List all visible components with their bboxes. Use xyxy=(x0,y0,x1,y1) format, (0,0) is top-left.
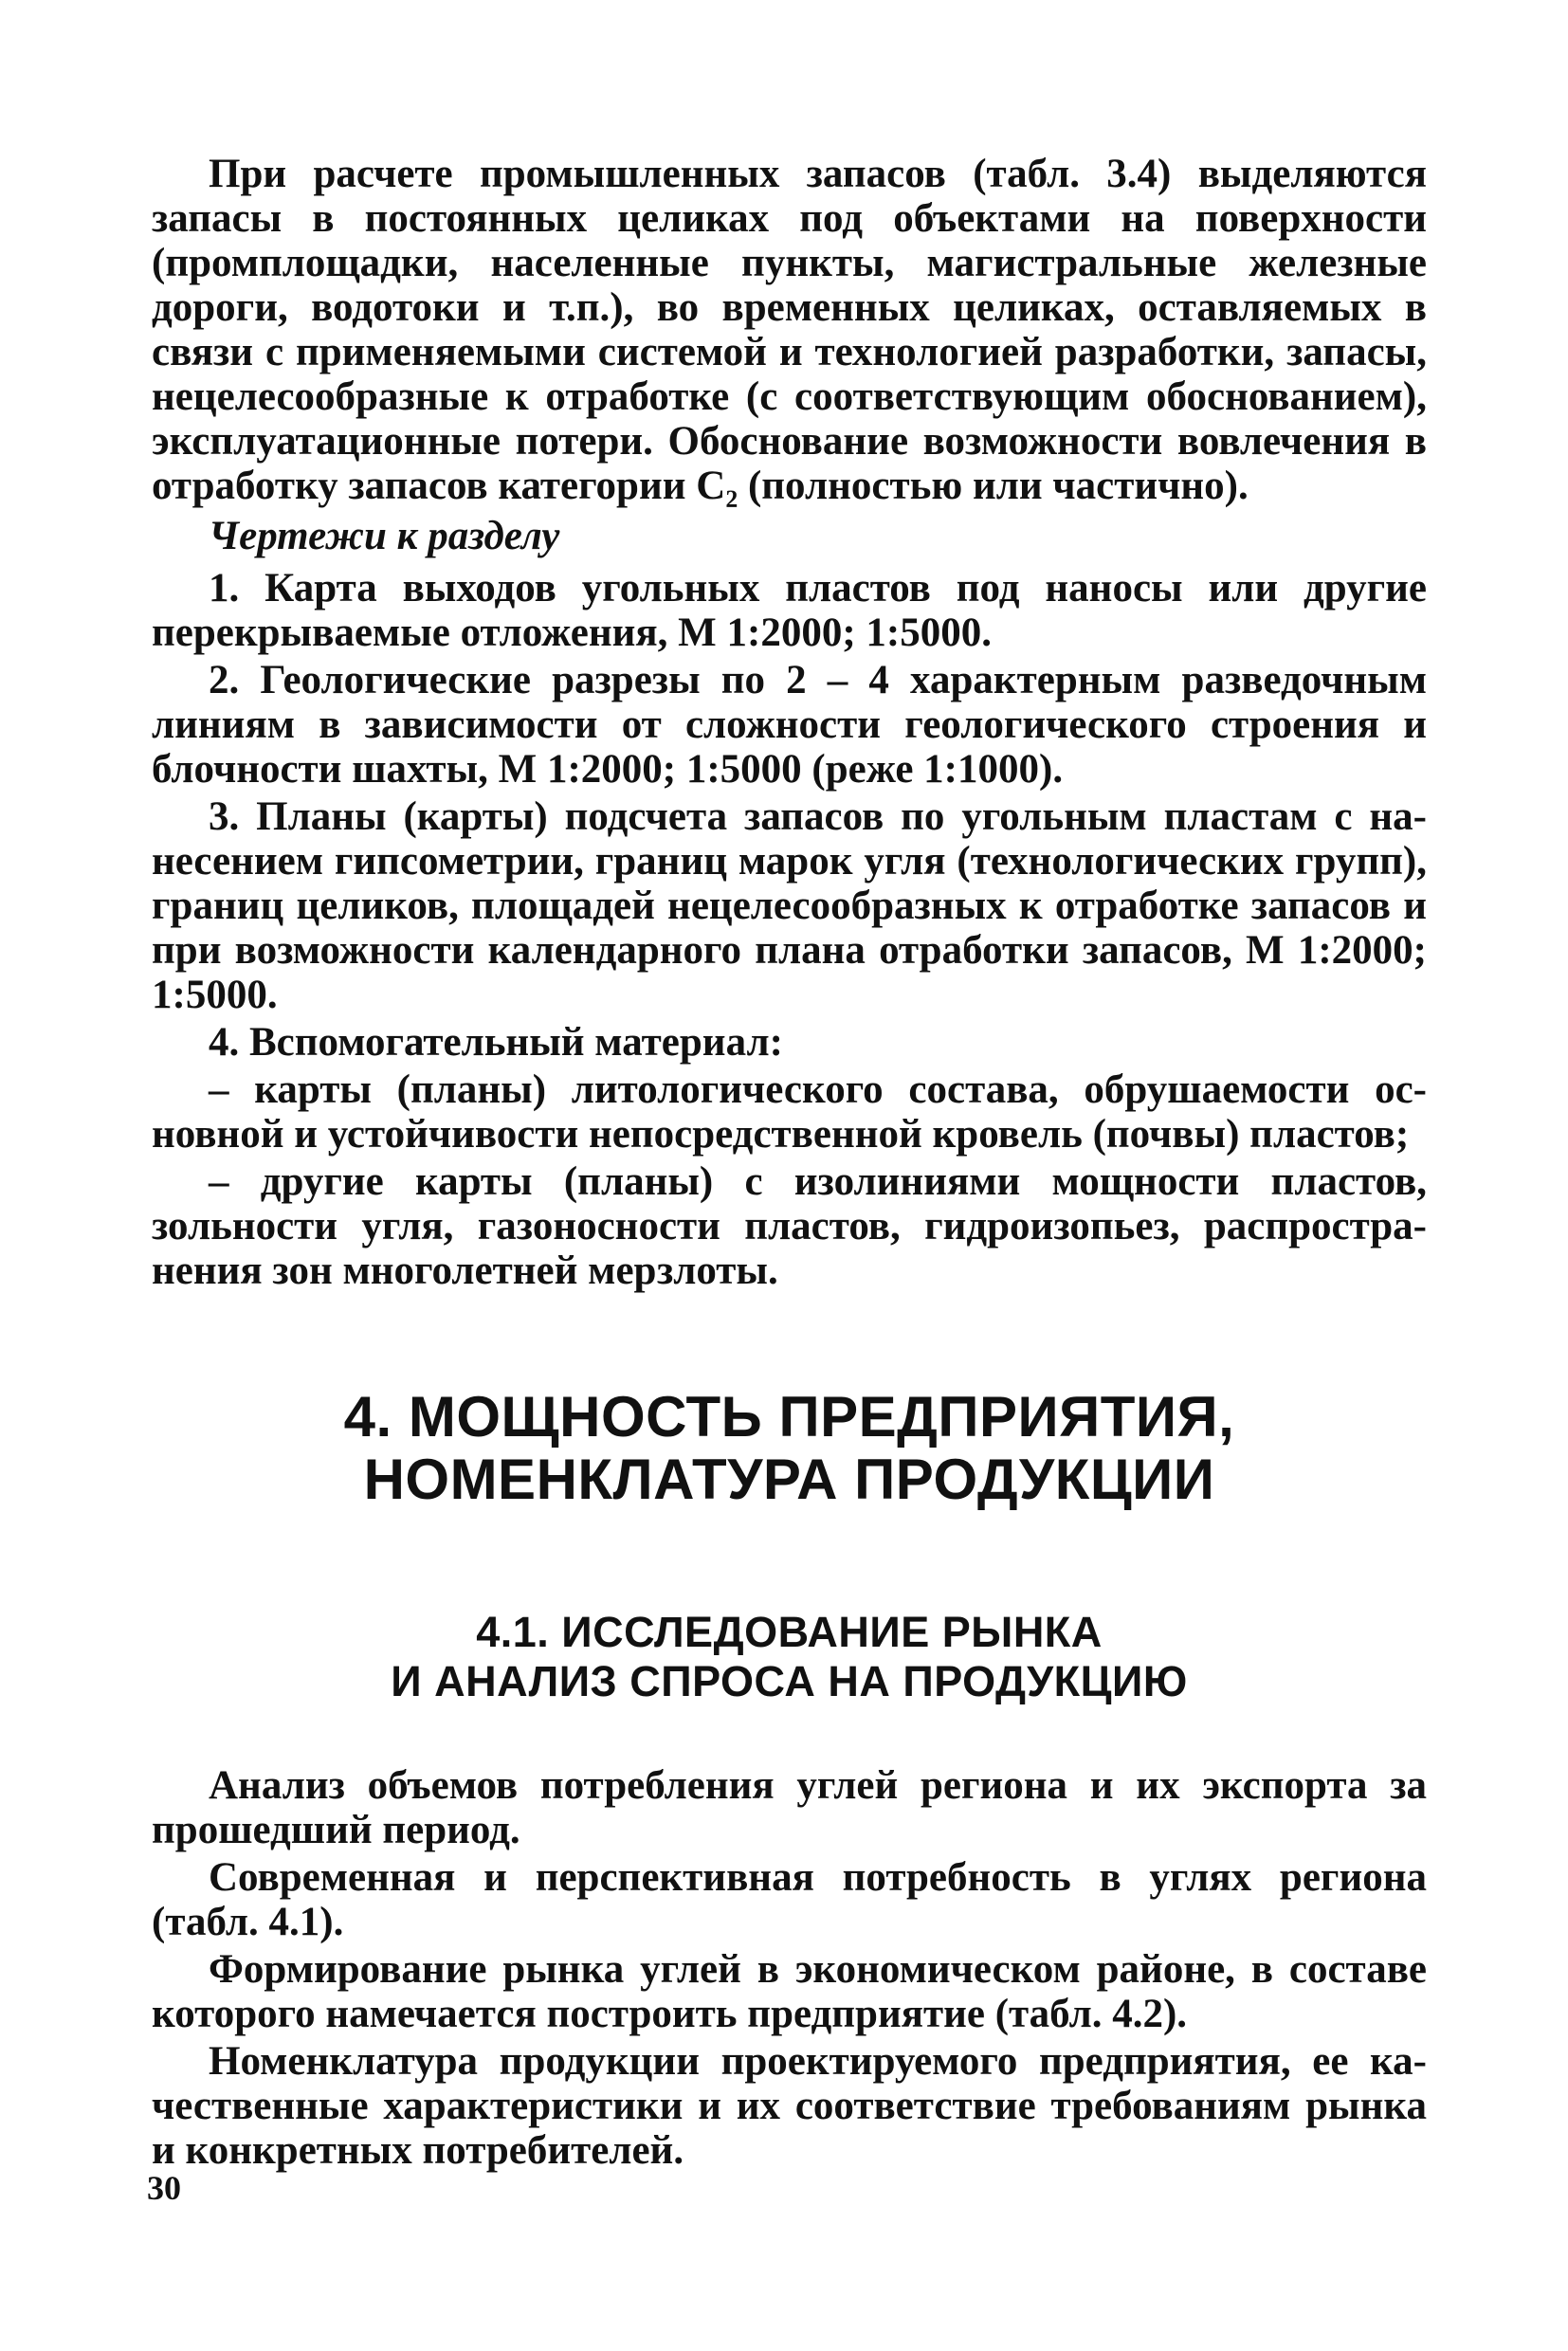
chapter-title-line-2: НОМЕНКЛАТУРА ПРОДУКЦИИ xyxy=(363,1448,1215,1511)
section-paragraph-4: Номенклатура продукции проектируемого предприятия, ее качественные характеристики и их соответствие требованиям рынка и конкретных потребителей. xyxy=(152,2039,1427,2173)
section-title-line-2: И АНАЛИЗ СПРОСА НА ПРОДУКЦИЮ xyxy=(391,1657,1188,1705)
page-body xyxy=(152,152,1427,2176)
section-paragraph-2: Современная и перспективная потребность в углях региона (табл. 4.1). xyxy=(152,1855,1427,1944)
drawing-subitem-1: – карты (планы) литологического состава, обрушаемости основной и устойчивости непосредственной кровель (почвы) пластов; xyxy=(152,1067,1427,1157)
drawing-subitem-2: – другие карты (планы) с изолиниями мощности пластов, зольности угля, газоносности пластов, гидроизопьез, распространения зон многолетней мерзлоты. xyxy=(152,1159,1427,1293)
page-number: 30 xyxy=(147,2169,181,2207)
drawings-heading: Чертежи к разделу xyxy=(209,514,560,558)
intro-paragraph: При расчете промышленных запасов (табл. 3.4) выделяются запасы в постоянных целиках под объектами на поверхности (промплощадки, населенные пункты, магистральные железные дороги, водотоки и т.п.), во временных целиках, оставляемых в связи с применяемыми системой и технологией разработки, запасы, нецелесообразные к отработке (с соответствующим обоснованием), эксплуатационные потери. Обоснование возможности вовлечения в отработку запасов категории С₂ (полностью или частично). xyxy=(152,152,1427,508)
section-paragraph-3: Формирование рынка углей в экономическом районе, в составе которого намечается построить предприятие (табл. 4.2). xyxy=(152,1947,1427,2036)
section-title-line-1: 4.1. ИССЛЕДОВАНИЕ РЫНКА xyxy=(476,1608,1103,1656)
section-title xyxy=(152,1608,1427,1706)
drawing-item-1: 1. Карта выходов угольных пластов под наносы или другие перекрываемые отложения, М 1:2000; 1:5000. xyxy=(152,566,1427,655)
drawing-item-4: 4. Вспомогательный материал: xyxy=(209,1020,783,1065)
section-paragraph-1: Анализ объемов потребления углей региона и их экспорта за прошедший период. xyxy=(152,1763,1427,1852)
drawing-item-2: 2. Геологические разрезы по 2 – 4 характерным разведочным линиям в зависимости от сложности геологического строения и блочности шахты, М 1:2000; 1:5000 (реже 1:1000). xyxy=(152,658,1427,792)
chapter-title xyxy=(152,1386,1427,1511)
chapter-title-line-1: 4. МОЩНОСТЬ ПРЕДПРИЯТИЯ, xyxy=(343,1385,1235,1449)
drawing-item-3: 3. Планы (карты) подсчета запасов по угольным пластам с нанесением гипсометрии, границ марок угля (технологических групп), границ целиков, площадей нецелесообразных к отработке запасов и при возможности календарного плана отработки запасов, М 1:2000; 1:5000. xyxy=(152,794,1427,1017)
